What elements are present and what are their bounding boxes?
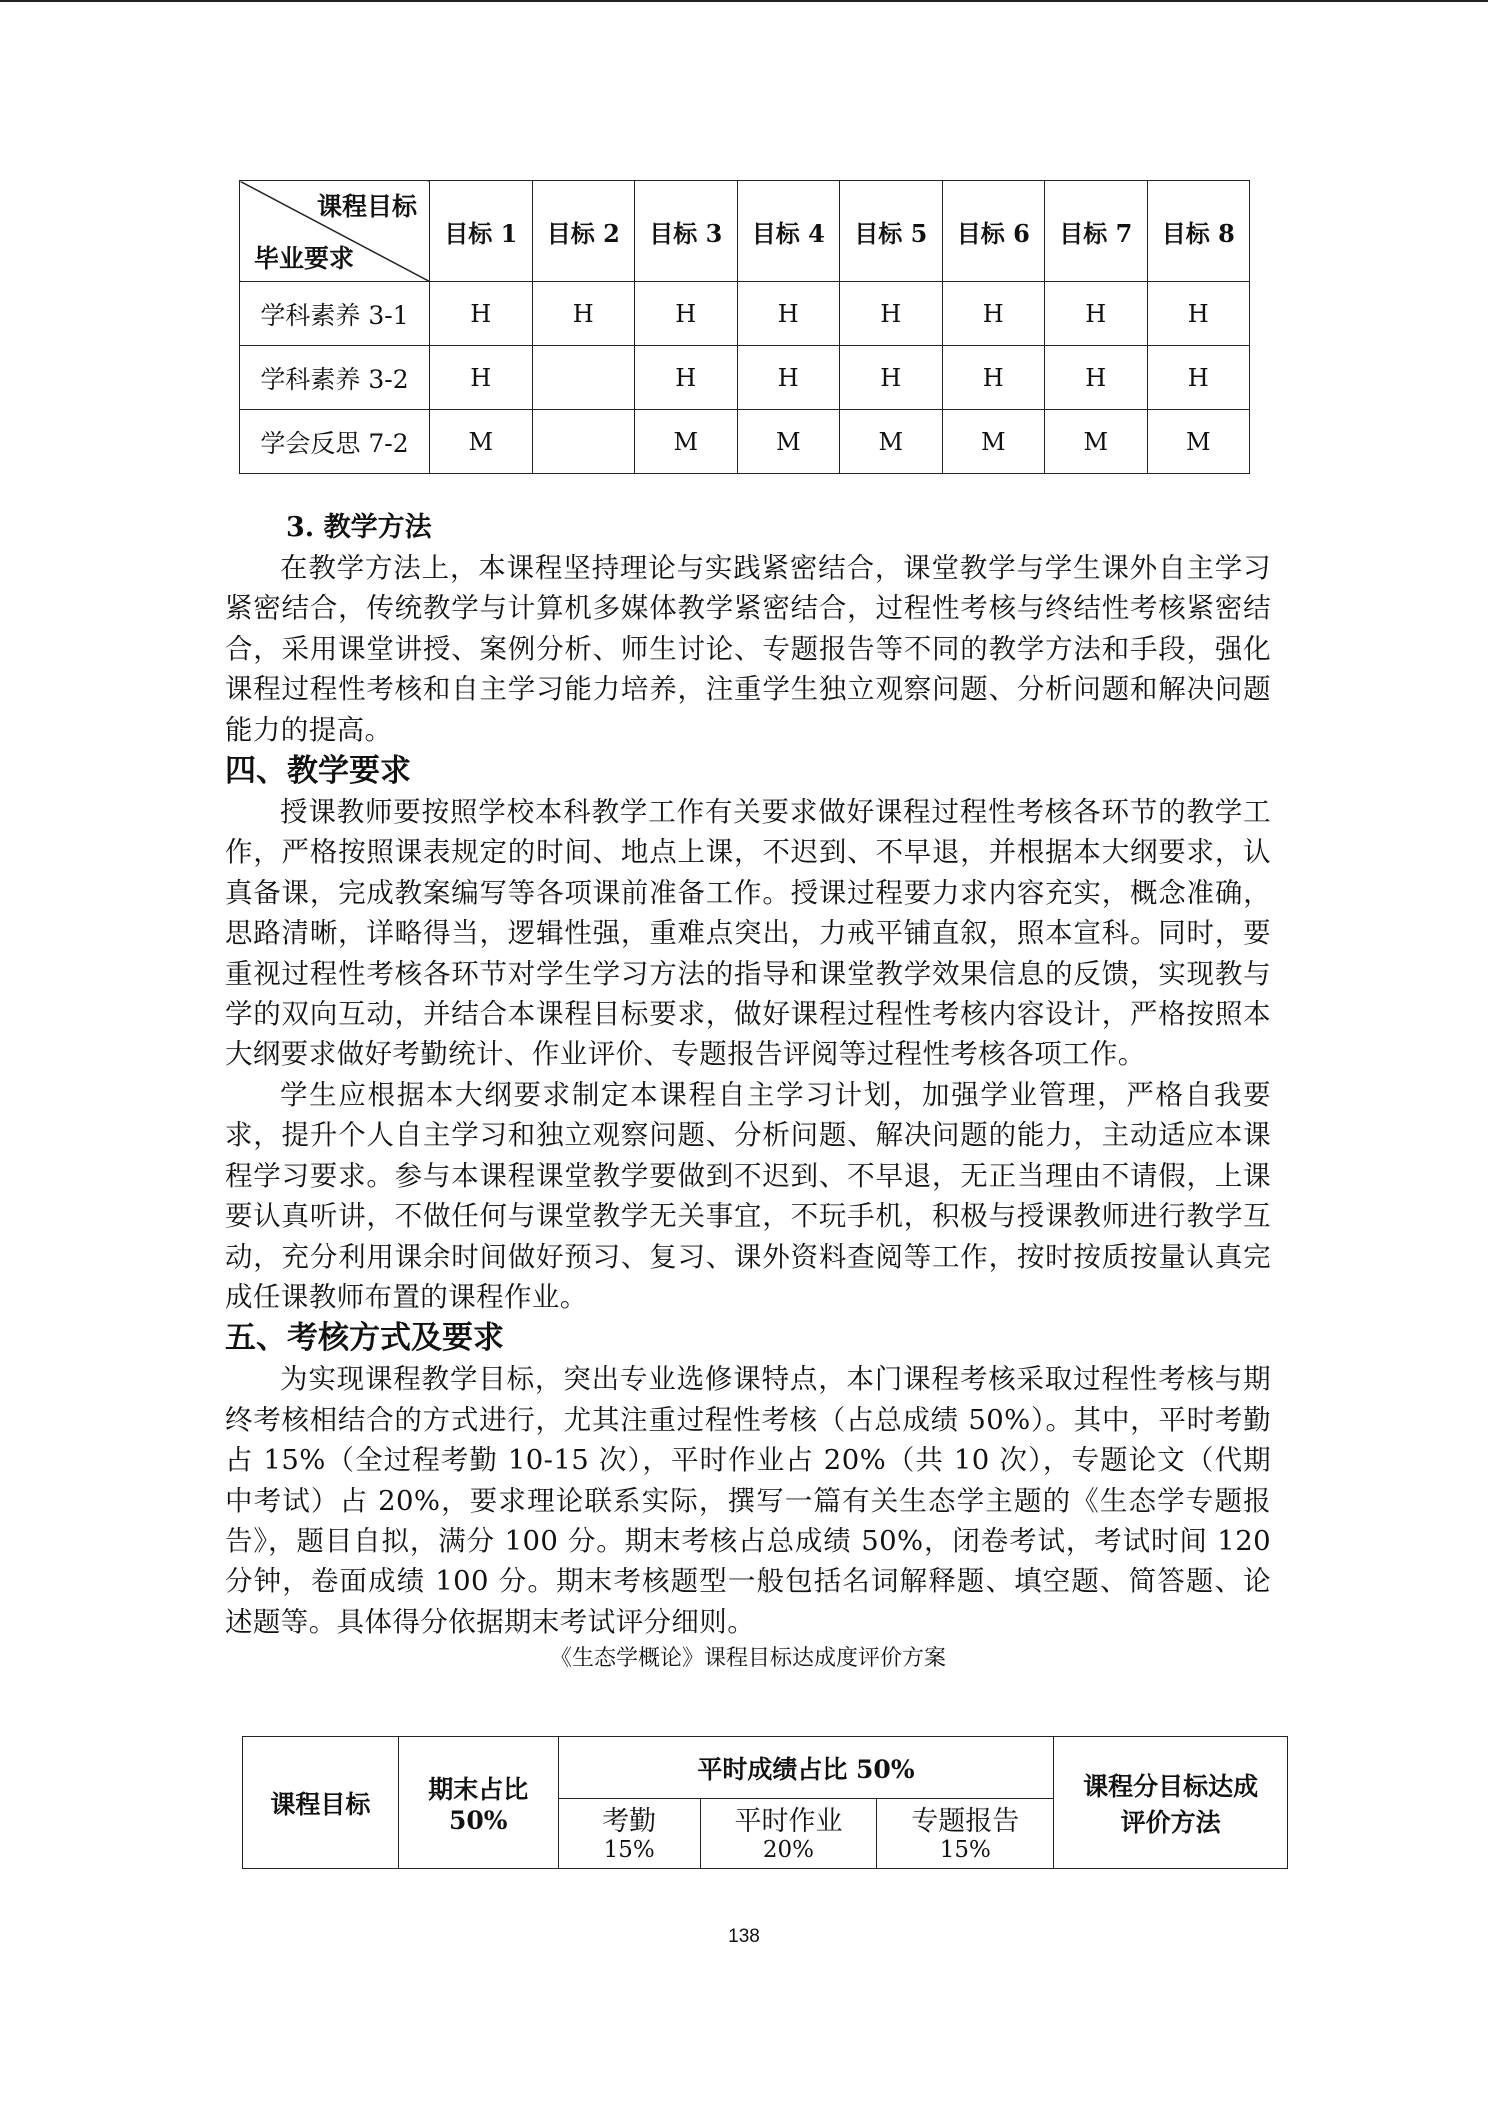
table-cell: H: [1147, 282, 1250, 346]
attendance-label: 考勤: [602, 1805, 657, 1837]
table-row: [240, 282, 1250, 346]
table-cell: M: [737, 410, 840, 474]
evaluation-method-header: [1054, 1737, 1288, 1869]
homework-header: [700, 1799, 877, 1869]
objective-mapping-table: [239, 180, 1250, 474]
corner-bottom-label: 毕业要求: [254, 244, 355, 273]
table-cell: M: [430, 410, 533, 474]
header-cell: 目标 5: [840, 181, 943, 282]
table-cell: H: [532, 282, 635, 346]
table-cell: H: [1045, 346, 1148, 410]
corner-top-label: 课程目标: [316, 192, 417, 221]
header-cell: 目标 1: [430, 181, 533, 282]
table-cell: M: [942, 410, 1045, 474]
evaluation-method-line2: 评价方法: [1120, 1807, 1221, 1837]
course-objective-header: 课程目标: [243, 1737, 399, 1869]
student-requirements-paragraph: 学生应根据本大纲要求制定本课程自主学习计划，加强学业管理，严格自我要求，提升个人自主学习和独立观察问题、分析问题、解决问题的能力，主动适应本课程学习要求。参与本课程课堂教学要做到不迟到、不早退，无正当理由不请假，上课要认真听讲，不做任何与课堂教学无关事宜，不玩手机，积极与授课教师进行教学互动，充分利用课余时间做好预习、复习、课外资料查阅等工作，按时按质按量认真完成任课教师布置的课程作业。: [225, 1078, 1271, 1313]
page-number: 138: [728, 1926, 760, 1947]
homework-label: 平时作业: [734, 1805, 843, 1837]
table-cell: H: [430, 346, 533, 410]
attendance-pct: 15%: [603, 1836, 655, 1863]
table-cell: H: [840, 346, 943, 410]
subsection-title-teaching-methods: 3. 教学方法: [286, 512, 432, 543]
header-cell: 目标 6: [942, 181, 1045, 282]
table-cell: H: [737, 282, 840, 346]
final-exam-ratio-header: [398, 1737, 558, 1869]
header-cell: 目标 4: [737, 181, 840, 282]
table-header-row: [240, 181, 1250, 282]
table-cell: [532, 346, 635, 410]
table-cell: H: [737, 346, 840, 410]
table-cell: H: [840, 282, 943, 346]
table-cell: M: [1045, 410, 1148, 474]
assessment-paragraph: 为实现课程教学目标，突出专业选修课特点，本门课程考核采取过程性考核与期终考核相结合的方式进行，尤其注重过程性考核（占总成绩 50%）。其中，平时考勤占 15%（全过程考勤 10-15 次），平时作业占 20%（共 10 次），专题论文（代期中考试）占 20%，要求理论联系实际，撰写一篇有关生态学主题的《生态学专题报告》，题目自拟，满分 100 分。期末考核占总成绩 50%，闭卷考试，考试时间 120 分钟，卷面成绩 100 分。期末考核题型一般包括名词解释题、填空题、简答题、论述题等。具体得分依据期末考试评分细则。: [225, 1363, 1271, 1638]
diagonal-corner-cell: [240, 181, 430, 282]
header-cell: 目标 3: [635, 181, 738, 282]
header-cell: 目标 8: [1147, 181, 1250, 282]
table-cell: H: [942, 346, 1045, 410]
final-exam-ratio-value: 50%: [448, 1806, 508, 1835]
homework-pct: 20%: [762, 1836, 815, 1863]
page-top-border: [0, 0, 1488, 2]
report-header: [877, 1799, 1054, 1869]
row-label: 学科素养 3-1: [240, 282, 430, 346]
table-cell: M: [840, 410, 943, 474]
evaluation-method-line1: 课程分目标达成: [1083, 1771, 1259, 1801]
table-cell: H: [1147, 346, 1250, 410]
document-body: [225, 500, 1271, 1674]
table-row: [240, 410, 1250, 474]
table-cell: H: [635, 346, 738, 410]
row-label: 学会反思 7-2: [240, 410, 430, 474]
table-cell: H: [942, 282, 1045, 346]
attendance-header: [558, 1799, 700, 1869]
evaluation-scheme-table: [242, 1736, 1288, 1869]
table-cell: H: [1045, 282, 1148, 346]
table-cell: H: [635, 282, 738, 346]
teaching-methods-paragraph: 在教学方法上，本课程坚持理论与实践紧密结合，课堂教学与学生课外自主学习紧密结合，传统教学与计算机多媒体教学紧密结合，过程性考核与终结性考核紧密结合，采用课堂讲授、案例分析、师生讨论、专题报告等不同的教学方法和手段，强化课程过程性考核和自主学习能力培养，注重学生独立观察问题、分析问题和解决问题能力的提高。: [225, 552, 1271, 746]
header-cell: 目标 2: [532, 181, 635, 282]
teacher-requirements-paragraph: 授课教师要按照学校本科教学工作有关要求做好课程过程性考核各环节的教学工作，严格按照课表规定的时间、地点上课，不迟到、不早退，并根据本大纲要求，认真备课，完成教案编写等各项课前准备工作。授课过程要力求内容充实，概念准确，思路清晰，详略得当，逻辑性强，重难点突出，力戒平铺直叙，照本宣科。同时，要重视过程性考核各环节对学生学习方法的指导和课堂教学效果信息的反馈，实现教与学的双向互动，并结合本课程目标要求，做好课程过程性考核内容设计，严格按照本大纲要求做好考勤统计、作业评价、专题报告评阅等过程性考核各项工作。: [225, 796, 1271, 1071]
report-label: 专题报告: [911, 1805, 1020, 1837]
table-cell: H: [430, 282, 533, 346]
row-label: 学科素养 3-2: [240, 346, 430, 410]
table-cell: M: [1147, 410, 1250, 474]
section-title-assessment: 五、考核方式及要求: [225, 1320, 504, 1357]
regular-score-group-header: 平时成绩占比 50%: [558, 1737, 1054, 1799]
table-caption: 《生态学概论》课程目标达成度评价方案: [549, 1646, 946, 1672]
table-row: [240, 346, 1250, 410]
final-exam-ratio-label: 期末占比: [428, 1775, 529, 1804]
table-cell: [532, 410, 635, 474]
table-row: [243, 1737, 1288, 1799]
header-cell: 目标 7: [1045, 181, 1148, 282]
report-pct: 15%: [939, 1836, 991, 1863]
section-title-teaching-requirements: 四、教学要求: [225, 753, 411, 790]
table-cell: M: [635, 410, 738, 474]
